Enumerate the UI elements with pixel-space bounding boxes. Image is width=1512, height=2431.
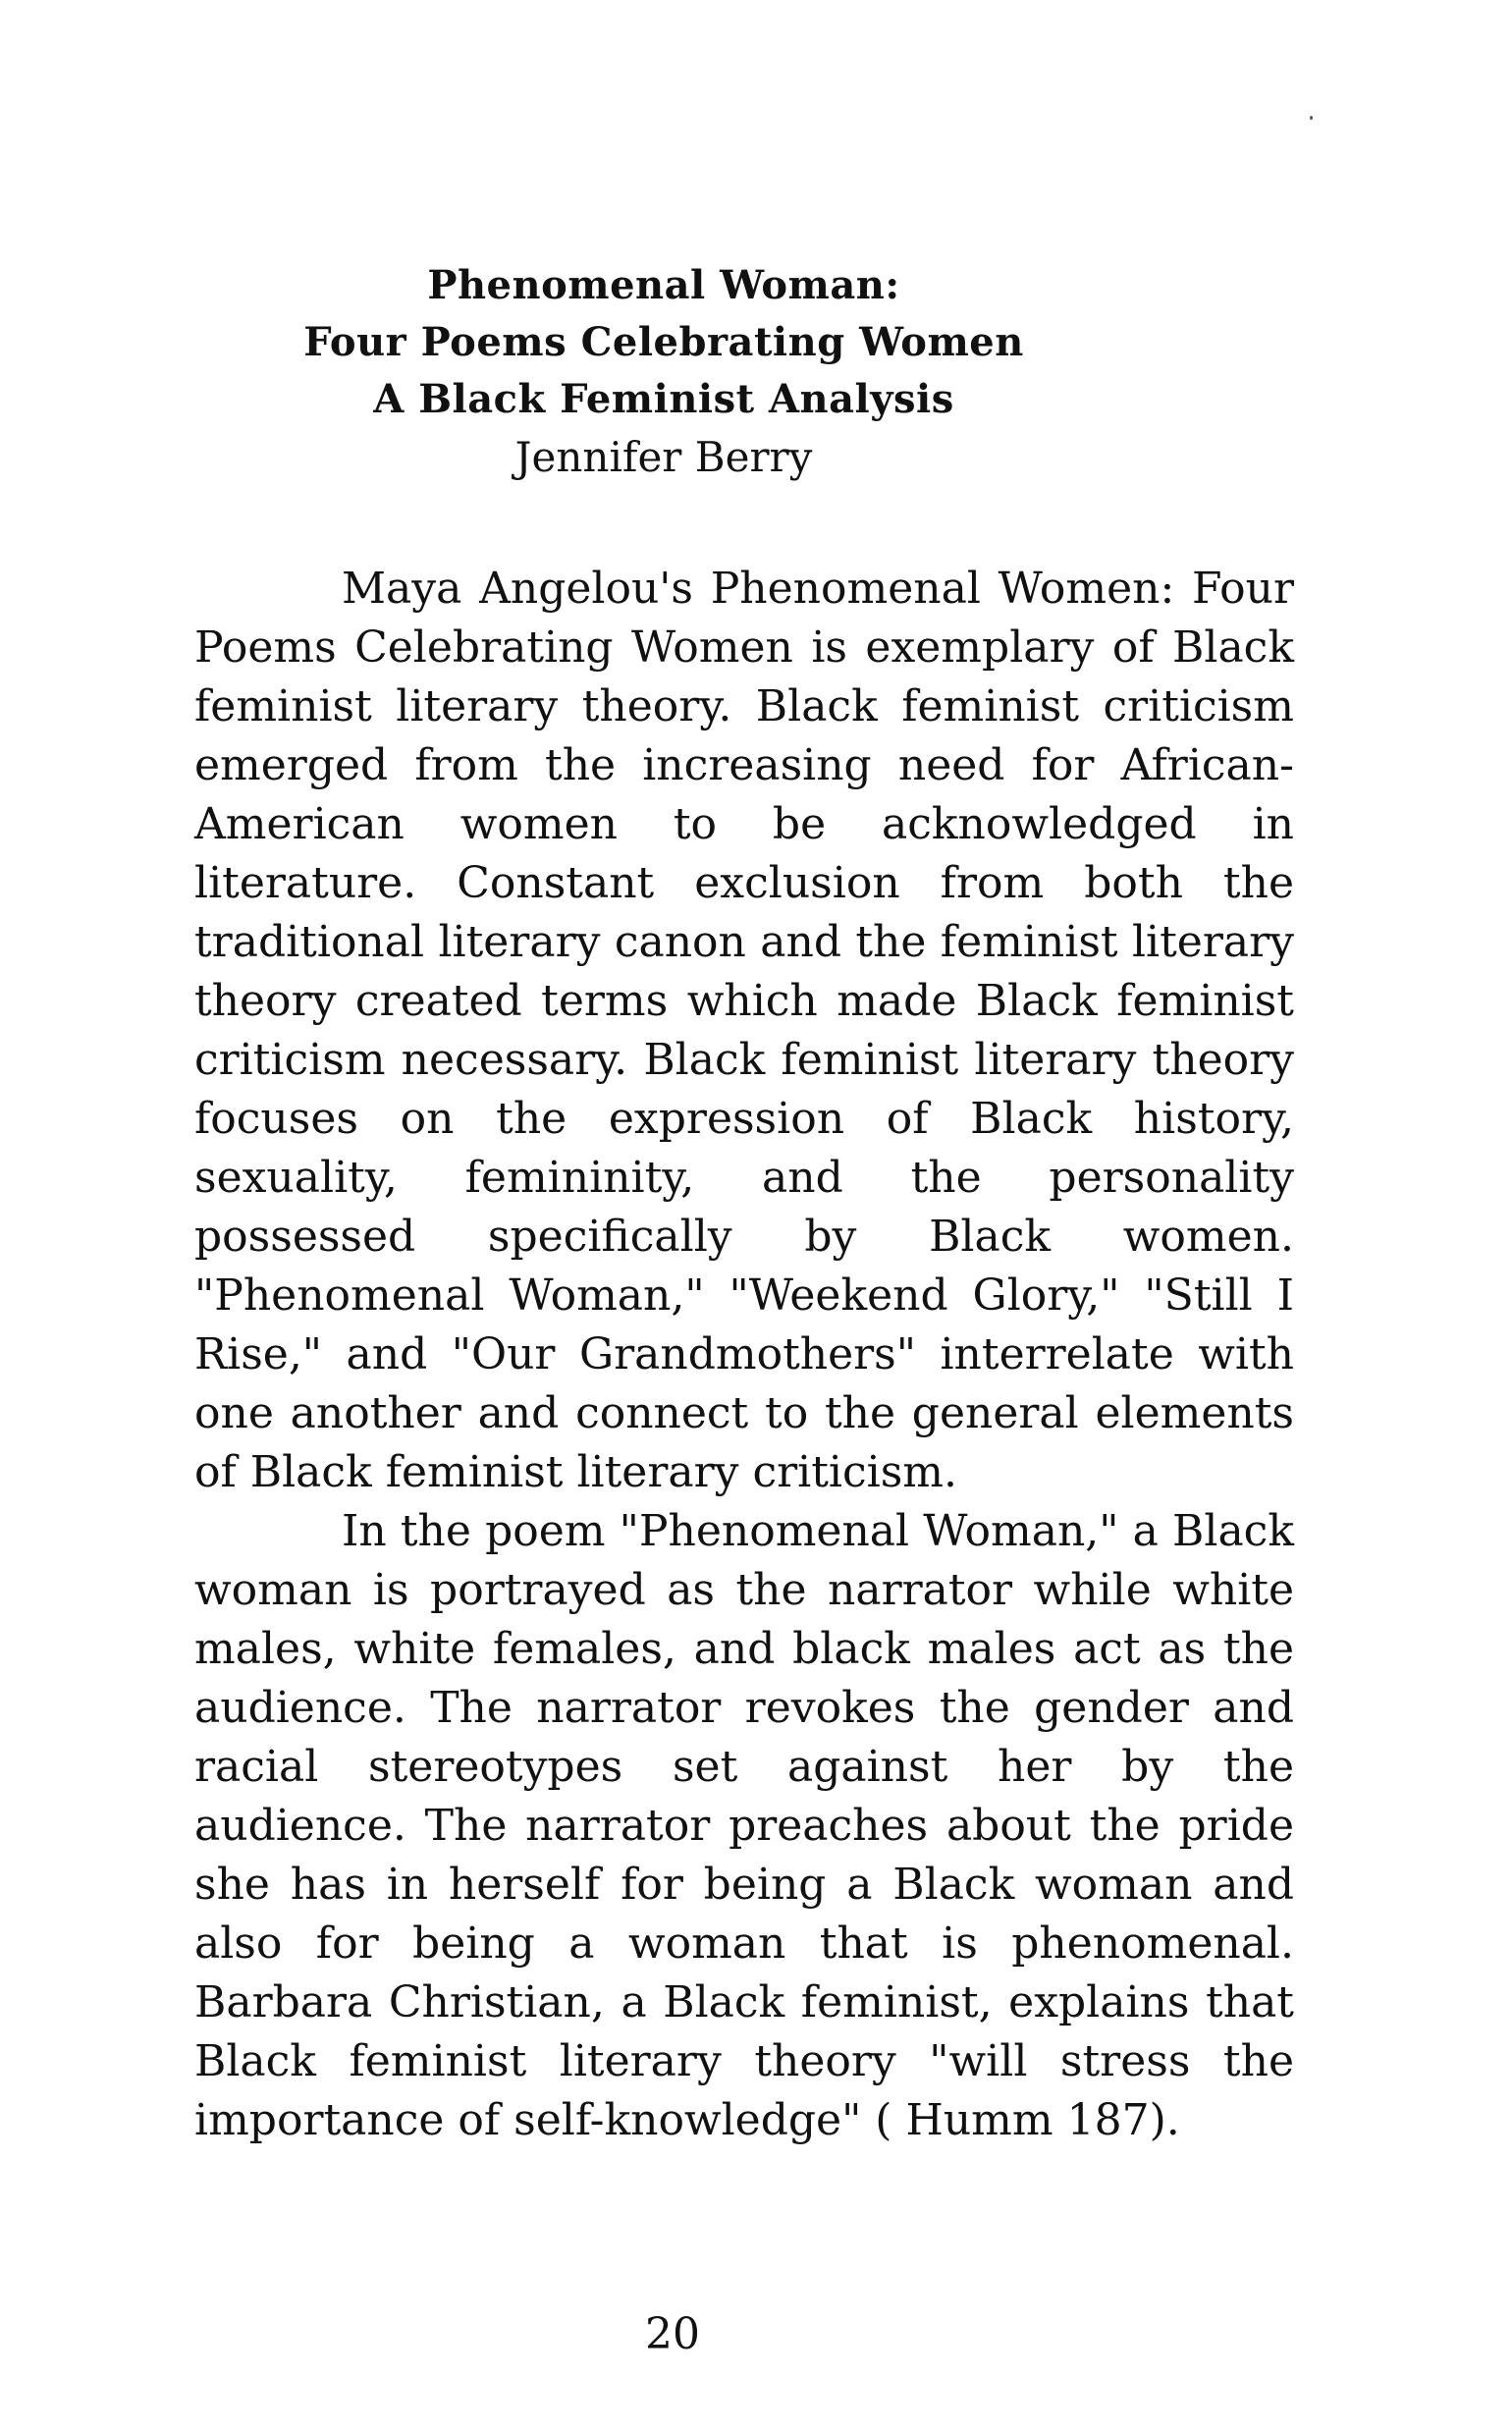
paragraph-2: In the poem "Phenomenal Woman," a Black woman is portrayed as the narrator while white males, white females, and black males act as the audience. The narrator revokes the gender and racial stereotypes set against her by the audience. The narrator preaches about the pride she has in herself for being a Black woman and also for being a woman that is phenomenal. Barbara Christian, a Black feminist, explains that Black feminist literary theory "will stress the importance of self-knowledge" ( Humm 187).	[194, 1506, 1294, 2145]
title-line-3: A Black Feminist Analysis	[373, 376, 954, 422]
scan-speck	[1310, 116, 1313, 120]
title-line-1: Phenomenal Woman:	[427, 262, 900, 308]
title-line-2: Four Poems Celebrating Women	[303, 319, 1024, 365]
page-number: 20	[645, 2309, 700, 2359]
article-body	[194, 560, 1294, 2150]
article-header	[0, 257, 1327, 487]
author-name: Jennifer Berry	[514, 433, 813, 481]
paragraph-1: Maya Angelou's Phenomenal Women: Four Poems Celebrating Women is exemplary of Black feminist literary theory. Black feminist criticism emerged from the increasing need for African-American women to be acknowledged in literature. Constant exclusion from both the traditional literary canon and the feminist literary theory created terms which made Black feminist criticism necessary. Black feminist literary theory focuses on the expression of Black history, sexuality, femininity, and the personality possessed specifically by Black women. "Phenomenal Woman," "Weekend Glory," "Still I Rise," and "Our Grandmothers" interrelate with one another and connect to the general elements of Black feminist literary criticism.	[194, 564, 1294, 1497]
